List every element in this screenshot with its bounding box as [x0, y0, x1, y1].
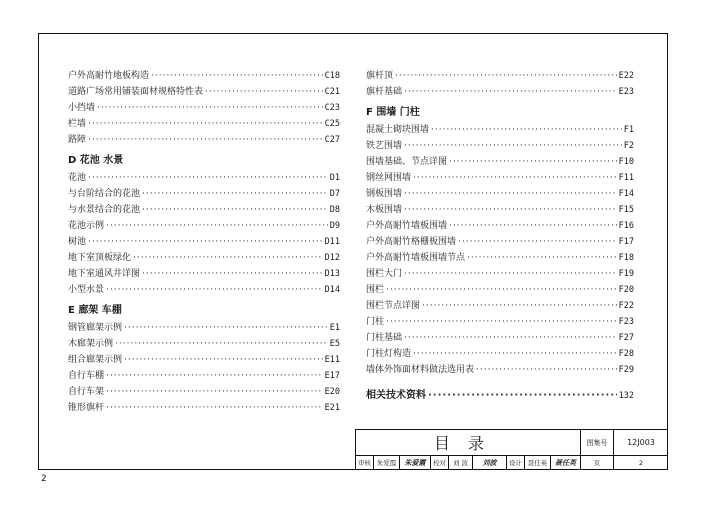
- toc-entry-code: F19: [618, 269, 634, 279]
- section-heading-e: E 廊架 车棚: [68, 305, 122, 316]
- toc-entry-name: 混凝土砌块围墙: [366, 125, 430, 135]
- toc-entry-code: F29: [618, 365, 634, 375]
- toc-entry-code: F1: [623, 125, 634, 135]
- leader-dots: [458, 234, 617, 250]
- toc-entry-code: E23: [618, 87, 634, 97]
- toc-entry-code: D13: [324, 269, 340, 279]
- toc-entry-name: 道路广场常用铺装面材规格特性表: [68, 87, 204, 97]
- leader-dots: [404, 330, 617, 346]
- toc-entry-code: D8: [329, 205, 340, 215]
- section-heading-f: F 围墙 门柱: [366, 107, 420, 118]
- checker-name: 刘 波: [449, 456, 473, 469]
- leader-dots: [428, 388, 617, 404]
- leader-dots: [115, 336, 328, 352]
- leader-dots: [106, 282, 323, 298]
- toc-entry[interactable]: [68, 170, 340, 186]
- toc-entry[interactable]: [68, 84, 340, 100]
- toc-entry-code: E11: [324, 355, 340, 365]
- leader-dots: [404, 138, 622, 154]
- toc-entry-name: 门柱灯构造: [366, 349, 412, 359]
- leader-dots: [404, 84, 617, 100]
- toc-entry-name: 组合廊架示例: [68, 355, 123, 365]
- toc-entry-name: 墙体外饰面材料做法选用表: [366, 365, 475, 375]
- designer-name: 聂任英: [525, 456, 551, 469]
- toc-entry-name: 门柱基础: [366, 333, 403, 343]
- toc-entry[interactable]: [366, 186, 634, 202]
- toc-entry[interactable]: [68, 384, 340, 400]
- toc-entry-name: 户外高耐竹墙板围墙: [366, 221, 448, 231]
- toc-entry[interactable]: [68, 336, 340, 352]
- toc-entry-code: D12: [324, 253, 340, 263]
- leader-dots: [88, 234, 323, 250]
- title-block-top-row: [356, 430, 668, 456]
- toc-left-column: [68, 68, 340, 416]
- toc-entry[interactable]: [366, 170, 634, 186]
- toc-entry-name: 围栏节点详图: [366, 301, 421, 311]
- toc-entry-code: F14: [618, 189, 634, 199]
- toc-entry[interactable]: [68, 368, 340, 384]
- section-heading-d: D 花池 水景: [68, 155, 124, 166]
- toc-entry[interactable]: [366, 234, 634, 250]
- leader-dots: [106, 400, 323, 416]
- toc-entry-code: F20: [618, 285, 634, 295]
- toc-entry-name: 与台阶结合的花池: [68, 189, 141, 199]
- toc-entry[interactable]: [366, 68, 634, 84]
- toc-entry-name: 户外高耐竹墙板围墙节点: [366, 253, 466, 263]
- leader-dots: [449, 218, 617, 234]
- toc-entry[interactable]: [366, 138, 634, 154]
- toc-entry-code: E22: [618, 71, 634, 81]
- toc-entry-code: F16: [618, 221, 634, 231]
- toc-entry-code: F15: [618, 205, 634, 215]
- toc-entry-name: 木板围墙: [366, 205, 403, 215]
- toc-entry-name: 路障: [68, 135, 87, 145]
- reviewer-name: 朱爱霞: [374, 456, 400, 469]
- toc-entry[interactable]: [366, 314, 634, 330]
- leader-dots: [431, 122, 622, 138]
- leader-dots: [151, 68, 323, 84]
- toc-entry-name: 自行车架: [68, 387, 105, 397]
- title-block-page-number: 2: [638, 458, 644, 467]
- toc-entry-code: D11: [324, 237, 340, 247]
- leader-dots: [142, 202, 328, 218]
- toc-entry[interactable]: [68, 234, 340, 250]
- leader-dots: [124, 352, 323, 368]
- designer-signature: 聂任英: [551, 456, 581, 469]
- leader-dots: [88, 170, 328, 186]
- toc-entry[interactable]: [366, 298, 634, 314]
- toc-entry-name: 铁艺围墙: [366, 141, 403, 151]
- leader-dots: [106, 368, 323, 384]
- toc-entry-code: E1: [329, 323, 340, 333]
- toc-entry-name: 小型水景: [68, 285, 105, 295]
- reviewer-signature: 朱爱霞: [400, 456, 431, 469]
- toc-entry-code: C23: [324, 103, 340, 113]
- leader-dots: [142, 266, 323, 282]
- leader-dots: [205, 84, 323, 100]
- atlas-number-label: 图集号: [581, 430, 614, 455]
- toc-entry-name: 栏墙: [68, 119, 87, 129]
- drawing-frame: [38, 33, 668, 470]
- page-label: 页: [581, 456, 614, 469]
- toc-entry-code: E17: [324, 371, 340, 381]
- toc-entry-name: 户外高耐竹格栅板围墙: [366, 237, 457, 247]
- leader-dots: [106, 384, 323, 400]
- toc-entry-code: F2: [623, 141, 634, 151]
- toc-entry[interactable]: [68, 282, 340, 298]
- toc-entry-code: D7: [329, 189, 340, 199]
- toc-entry[interactable]: [366, 346, 634, 362]
- toc-entry-code: F28: [618, 349, 634, 359]
- leader-dots: [97, 100, 323, 116]
- toc-entry[interactable]: [366, 122, 634, 138]
- toc-entry-name: 地下室通风井详图: [68, 269, 141, 279]
- toc-entry-name: 锥形旗杆: [68, 403, 105, 413]
- toc-entry-name: 旗杆顶: [366, 71, 394, 81]
- toc-entry-name: 自行车棚: [68, 371, 105, 381]
- leader-dots: [404, 202, 617, 218]
- leader-dots: [133, 250, 323, 266]
- toc-entry[interactable]: [366, 266, 634, 282]
- toc-entry[interactable]: [68, 116, 340, 132]
- toc-entry-code: D14: [324, 285, 340, 295]
- toc-entry-name: 小挡墙: [68, 103, 96, 113]
- leader-dots: [395, 68, 617, 84]
- toc-entry[interactable]: [68, 352, 340, 368]
- leader-dots: [422, 298, 617, 314]
- toc-entry[interactable]: [366, 154, 634, 170]
- toc-entry-name: 树池: [68, 237, 87, 247]
- leader-dots: [124, 320, 328, 336]
- toc-entry[interactable]: [68, 266, 340, 282]
- leader-dots: [413, 346, 617, 362]
- toc-entry[interactable]: [68, 132, 340, 148]
- toc-entry[interactable]: [68, 202, 340, 218]
- toc-entry[interactable]: [366, 362, 634, 378]
- toc-entry-code: F17: [618, 237, 634, 247]
- toc-entry-name: 钢管廊架示例: [68, 323, 123, 333]
- leader-dots: [106, 218, 328, 234]
- checker-signature: 刘波: [473, 456, 507, 469]
- toc-entry-name: 木廊架示例: [68, 339, 114, 349]
- leader-dots: [413, 170, 617, 186]
- leader-dots: [386, 282, 617, 298]
- toc-entry[interactable]: [68, 100, 340, 116]
- toc-entry-code: E21: [324, 403, 340, 413]
- toc-entry[interactable]: [366, 84, 634, 100]
- toc-entry-code: C27: [324, 135, 340, 145]
- toc-entry[interactable]: [366, 330, 634, 346]
- leader-dots: [142, 186, 328, 202]
- toc-entry-name: 花池示例: [68, 221, 105, 231]
- leader-dots: [88, 132, 323, 148]
- leader-dots: [467, 250, 617, 266]
- toc-entry[interactable]: [366, 282, 634, 298]
- toc-right-column: [366, 68, 634, 404]
- toc-entry-name: 门柱: [366, 317, 385, 327]
- toc-entry-code: C21: [324, 87, 340, 97]
- toc-entry-code: E5: [329, 339, 340, 349]
- toc-entry[interactable]: [68, 68, 340, 84]
- toc-entry-name: 花池: [68, 173, 87, 183]
- toc-entry-code: C18: [324, 71, 340, 81]
- toc-entry-name: 围墙基础、节点详图: [366, 157, 448, 167]
- toc-entry[interactable]: [68, 400, 340, 416]
- toc-entry-code: 132: [618, 391, 634, 401]
- title-block-title: 目录: [356, 430, 581, 455]
- toc-entry-name: 与水景结合的花池: [68, 205, 141, 215]
- toc-entry[interactable]: [68, 218, 340, 234]
- toc-entry-name: 相关技术资料: [366, 390, 426, 401]
- toc-entry-code: E20: [324, 387, 340, 397]
- toc-entry-code: F27: [618, 333, 634, 343]
- toc-entry-code: F23: [618, 317, 634, 327]
- toc-entry-name: 旗杆基础: [366, 87, 403, 97]
- toc-entry[interactable]: [68, 186, 340, 202]
- leader-dots: [476, 362, 617, 378]
- design-label: 设计: [507, 456, 525, 469]
- toc-entry-name: 钢板围墙: [366, 189, 403, 199]
- leader-dots: [449, 154, 617, 170]
- page-number: 2: [41, 474, 47, 484]
- title-block: [355, 429, 668, 470]
- leader-dots: [386, 314, 617, 330]
- toc-entry-name: 地下室顶板绿化: [68, 253, 132, 263]
- toc-entry[interactable]: [366, 250, 634, 266]
- toc-entry-code: D9: [329, 221, 340, 231]
- toc-entry-related[interactable]: [366, 388, 634, 404]
- toc-entry[interactable]: [366, 202, 634, 218]
- toc-entry-code: F18: [618, 253, 634, 263]
- toc-entry-code: C25: [324, 119, 340, 129]
- leader-dots: [404, 266, 617, 282]
- title-block-signature-row: [356, 456, 668, 469]
- toc-entry-name: 围栏: [366, 285, 385, 295]
- check-label: 校对: [431, 456, 449, 469]
- toc-entry[interactable]: [68, 250, 340, 266]
- toc-entry-code: D1: [329, 173, 340, 183]
- toc-entry-code: F22: [618, 301, 634, 311]
- toc-entry[interactable]: [68, 320, 340, 336]
- toc-entry-name: 户外高耐竹地板构造: [68, 71, 150, 81]
- toc-entry[interactable]: [366, 218, 634, 234]
- leader-dots: [404, 186, 617, 202]
- toc-entry-name: 围栏大门: [366, 269, 403, 279]
- toc-entry-code: F11: [618, 173, 634, 183]
- review-label: 审核: [356, 456, 374, 469]
- leader-dots: [88, 116, 323, 132]
- toc-entry-code: F10: [618, 157, 634, 167]
- toc-entry-name: 钢丝网围墙: [366, 173, 412, 183]
- atlas-number: 12J003: [627, 438, 655, 447]
